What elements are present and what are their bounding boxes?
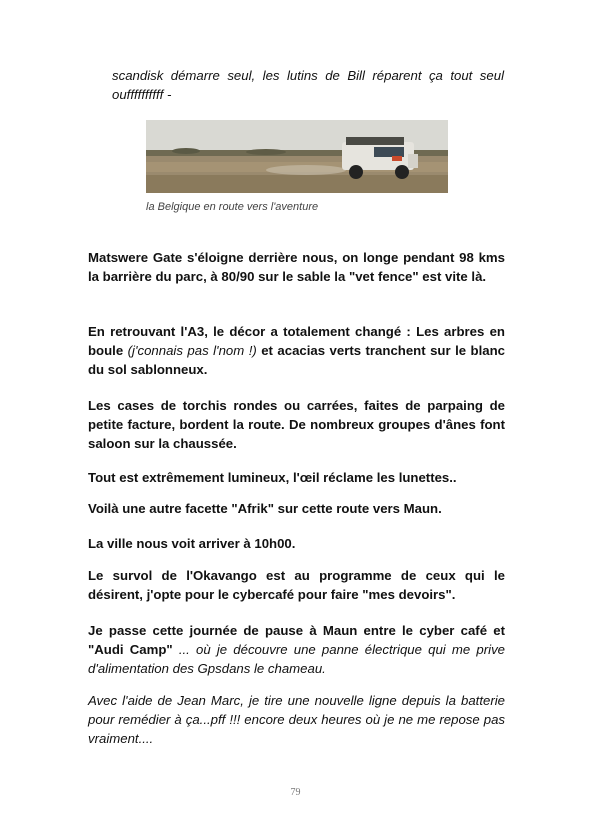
paragraph-ville: La ville nous voit arriver à 10h00. xyxy=(88,536,296,551)
paragraph-okavango: Le survol de l'Okavango est au programme de ceux qui le désirent, j'opte pour le cybercafé pour faire "mes devoirs". xyxy=(88,568,505,602)
paragraph-matswere: Matswere Gate s'éloigne derrière nous, on longe pendant 98 kms la barrière du parc, à 80/90 sur le sable la "vet fence" est vite là. xyxy=(88,250,505,284)
paragraph-cases: Les cases de torchis rondes ou carrées, faites de parpaing de petite facture, bordent la route. De nombreux groupes d'ânes font saloon sur la chaussée. xyxy=(88,398,505,451)
paragraph-lumineux: Tout est extrêmement lumineux, l'œil réclame les lunettes.. xyxy=(88,470,457,485)
page-number: 79 xyxy=(290,787,301,798)
paragraph-maun: Je passe cette journée de pause à Maun entre le cyber café et "Audi Camp" ... où je découvre une panne électrique qui me prive d'alimentation des Gpsdans le chameau. xyxy=(88,623,506,676)
paragraph-afrik: Voilà une autre facette "Afrik" sur cette route vers Maun. xyxy=(88,501,442,516)
paragraph-jean-marc: Avec l'aide de Jean Marc, je tire une nouvelle ligne depuis la batterie pour remédier à ça...pff !!! encore deux heures où je ne me repose pas vraiment.... xyxy=(88,693,505,746)
paragraph-a3: En retrouvant l'A3, le décor a totalement changé : Les arbres en boule (j'connais pas l'nom !) et acacias verts tranchent sur le blanc du sol sablonneux. xyxy=(88,324,505,377)
photo-caption: la Belgique en route vers l'aventure xyxy=(146,201,319,213)
landrover-photo xyxy=(146,120,448,193)
intro-text: scandisk démarre seul, les lutins de Bill réparent ça tout seul ouffffffffff - xyxy=(112,68,504,102)
